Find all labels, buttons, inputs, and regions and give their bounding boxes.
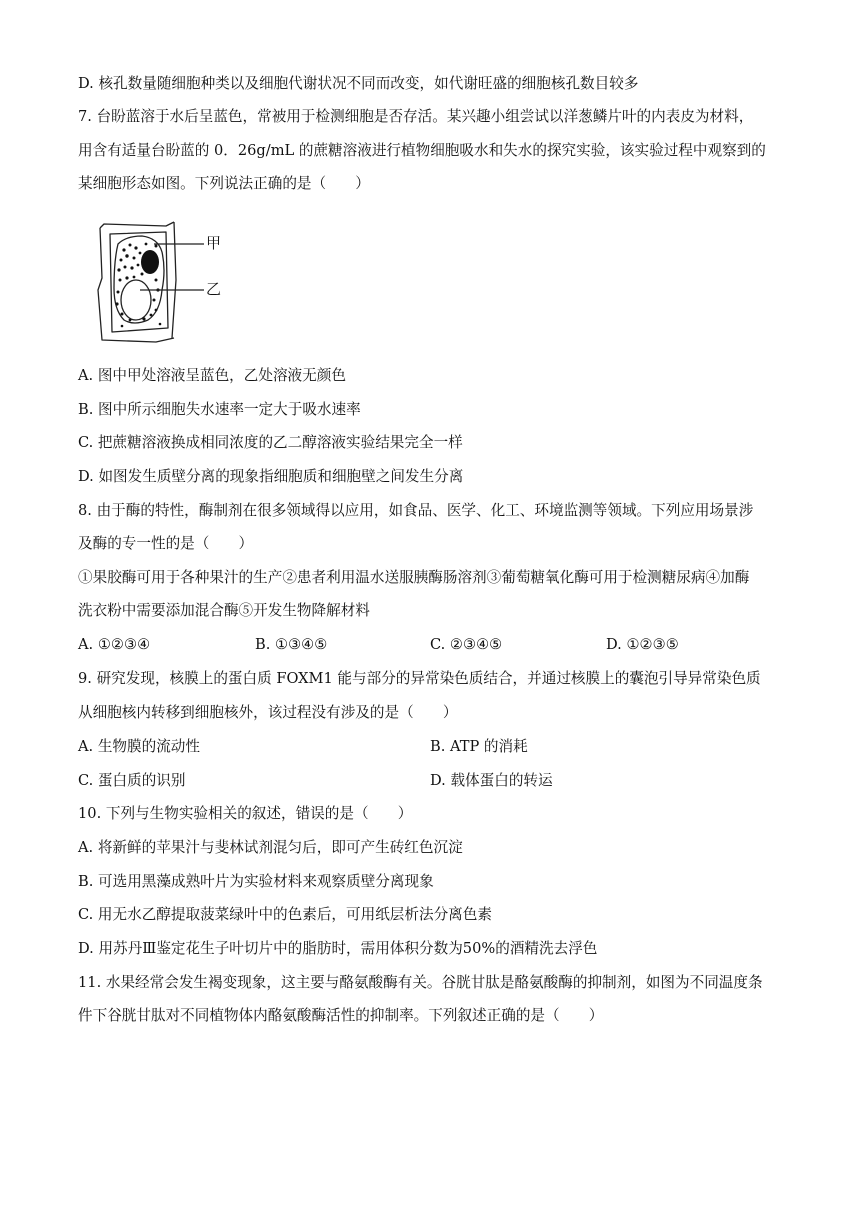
q8-option-a: A. ①②③④ <box>78 636 151 653</box>
q11-stem-line-2: 件下谷胱甘肽对不同植物体内酪氨酸酶活性的抑制率。下列叙述正确的是（ ） <box>78 1007 604 1024</box>
q7-option-b: B. 图中所示细胞失水速率一定大于吸水速率 <box>78 401 361 418</box>
q9-option-a: A. 生物膜的流动性 <box>78 738 200 755</box>
q10-stem: 10. 下列与生物实验相关的叙述，错误的是（ ） <box>78 805 413 822</box>
q7-stem-line-2: 用含有适量台盼蓝的 0．26g/mL 的蔗糖溶液进行植物细胞吸水和失水的探究实验，该实验过程中观察到的 <box>78 142 766 159</box>
label-jia: 甲 <box>206 234 222 252</box>
q7-stem-line-3: 某细胞形态如图。下列说法正确的是（ ） <box>78 175 370 192</box>
q6-option-d: D. 核孔数量随细胞种类以及细胞代谢状况不同而改变，如代谢旺盛的细胞核孔数目较多 <box>78 75 639 92</box>
q10-option-c: C. 用无水乙醇提取菠菜绿叶中的色素后，可用纸层析法分离色素 <box>78 906 492 923</box>
q8-option-c: C. ②③④⑤ <box>430 636 503 653</box>
plant-cell-figure <box>96 220 236 344</box>
q11-stem-line-1: 11. 水果经常会发生褐变现象，这主要与酪氨酸酶有关。谷胱甘肽是酪氨酸酶的抑制剂，如图为不同温度条 <box>78 974 763 991</box>
q10-option-b: B. 可选用黑藻成熟叶片为实验材料来观察质壁分离现象 <box>78 873 434 890</box>
q10-option-d: D. 用苏丹Ⅲ鉴定花生子叶切片中的脂肪时，需用体积分数为50%的酒精洗去浮色 <box>78 940 598 957</box>
q9-option-b: B. ATP 的消耗 <box>430 738 528 755</box>
q9-option-d: D. 载体蛋白的转运 <box>430 772 553 789</box>
q9-stem-line-2: 从细胞核内转移到细胞核外，该过程没有涉及的是（ ） <box>78 704 458 721</box>
q7-option-a: A. 图中甲处溶液呈蓝色，乙处溶液无颜色 <box>78 367 346 384</box>
q9-stem-line-1: 9. 研究发现，核膜上的蛋白质 FOXM1 能与部分的异常染色质结合，并通过核膜上的囊泡引导异常染色质 <box>78 670 761 687</box>
label-yi: 乙 <box>206 280 222 298</box>
q8-option-b: B. ①③④⑤ <box>255 636 328 653</box>
q10-option-a: A. 将新鲜的苹果汁与斐林试剂混匀后，即可产生砖红色沉淀 <box>78 839 463 856</box>
q7-option-c: C. 把蔗糖溶液换成相同浓度的乙二醇溶液实验结果完全一样 <box>78 434 463 451</box>
q8-option-d: D. ①②③⑤ <box>606 636 679 653</box>
q7-option-d: D. 如图发生质壁分离的现象指细胞质和细胞壁之间发生分离 <box>78 468 464 485</box>
q9-option-c: C. 蛋白质的识别 <box>78 772 186 789</box>
q7-stem-line-1: 7. 台盼蓝溶于水后呈蓝色，常被用于检测细胞是否存活。某兴趣小组尝试以洋葱鳞片叶的内表皮为材料， <box>78 108 754 125</box>
q8-stem-line-2: 及酶的专一性的是（ ） <box>78 535 254 552</box>
q8-items-line-1: ①果胶酶可用于各种果汁的生产②患者利用温水送服胰酶肠溶剂③葡萄糖氧化酶可用于检测糖尿病④加酶 <box>78 569 750 586</box>
q8-stem-line-1: 8. 由于酶的特性，酶制剂在很多领域得以应用，如食品、医学、化工、环境监测等领域。下列应用场景涉 <box>78 502 754 519</box>
q8-items-line-2: 洗衣粉中需要添加混合酶⑤开发生物降解材料 <box>78 602 370 619</box>
